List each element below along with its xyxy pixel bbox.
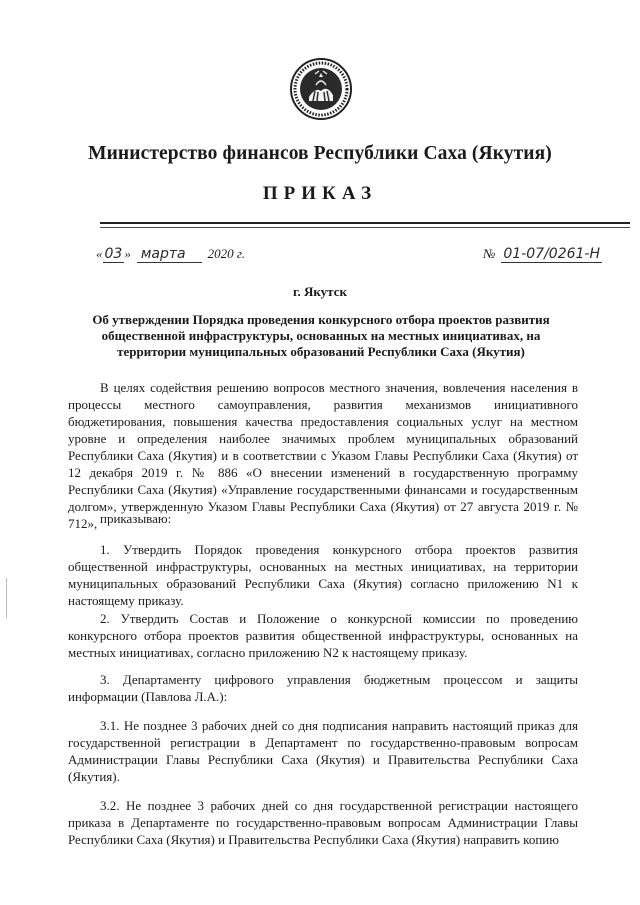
number-value: 01-07/0261-Н [503,246,600,262]
preamble-paragraph: В целях содействия решению вопросов местного значения, вовлечения населения в процессы местного самоуправления, развития механизмов инициативного бюджетирования, повышения качества предоставления социальных услуг на местном уровне и определения наиболее значимых проблем муниципальных образований Республики Саха (Якутия) и в соответствии с Указом Главы Республики Саха (Якутия) от 12 декабря 2019 г. № 886 «О внесении изменений в государственную программу Республики Саха (Якутия) «Управление государственными финансами и государственным долгом», утвержденную Указом Главы Республики Саха (Якутия) от 27 августа 2019 г. № 712», [68,380,578,531]
order-number [483,246,602,263]
number-prefix: № [483,246,496,261]
order-date [96,246,245,263]
scan-margin-mark [6,578,7,618]
order-title: ПРИКАЗ [262,183,378,204]
order-word: приказываю: [100,511,172,526]
clause-3-2: 3.2. Не позднее 3 рабочих дней со дня государственной регистрации настоящего приказа в Департаменте по государственно-правовым вопросам Администрации Главы Республики Саха (Якутия) и Правительства Республики Саха (Якутия) направить копию [68,798,578,847]
coat-of-arms-emblem-icon [289,57,353,121]
ministry-name: Министерство финансов Республики Саха (Якутия) [88,143,552,164]
clause-3: 3. Департаменту цифрового управления бюджетным процессом и защиты информации (Павлова Л.А.): [68,672,578,704]
date-open-quote: « [96,246,103,261]
clause-2: 2. Утвердить Состав и Положение о конкурсной комиссии по проведению конкурсного отбора проектов развития общественной инфраструктуры, основанных на местных инициативах, согласно приложению N2 к настоящему приказу. [68,611,578,660]
clause-3-1: 3.1. Не позднее 3 рабочих дней со дня подписания направить настоящий приказ для государственной регистрации в Департамент по государственно-правовым вопросам Администрации Главы Республики Саха (Якутия) и Правительства Республики Саха (Якутия). [68,718,578,784]
clause-1: 1. Утвердить Порядок проведения конкурсного отбора проектов развития общественной инфраструктуры, основанных на местных инициативах, на территории муниципальных образований Республики Саха (Якутия) согласно приложению N1 к настоящему приказу. [68,542,578,608]
date-year: 2020 г. [207,246,245,261]
date-day: 03 [104,246,123,262]
date-month: марта [137,246,202,263]
date-close-quote: » [124,246,131,261]
order-subject: Об утверждении Порядка проведения конкурсного отбора проектов развития общественной инфраструктуры, основанных на местных инициативах, на территории муниципальных образований Республики Саха (Якутия) [92,312,550,359]
city: г. Якутск [293,284,347,299]
header-divider-thin [100,227,630,228]
header-divider [100,222,630,224]
